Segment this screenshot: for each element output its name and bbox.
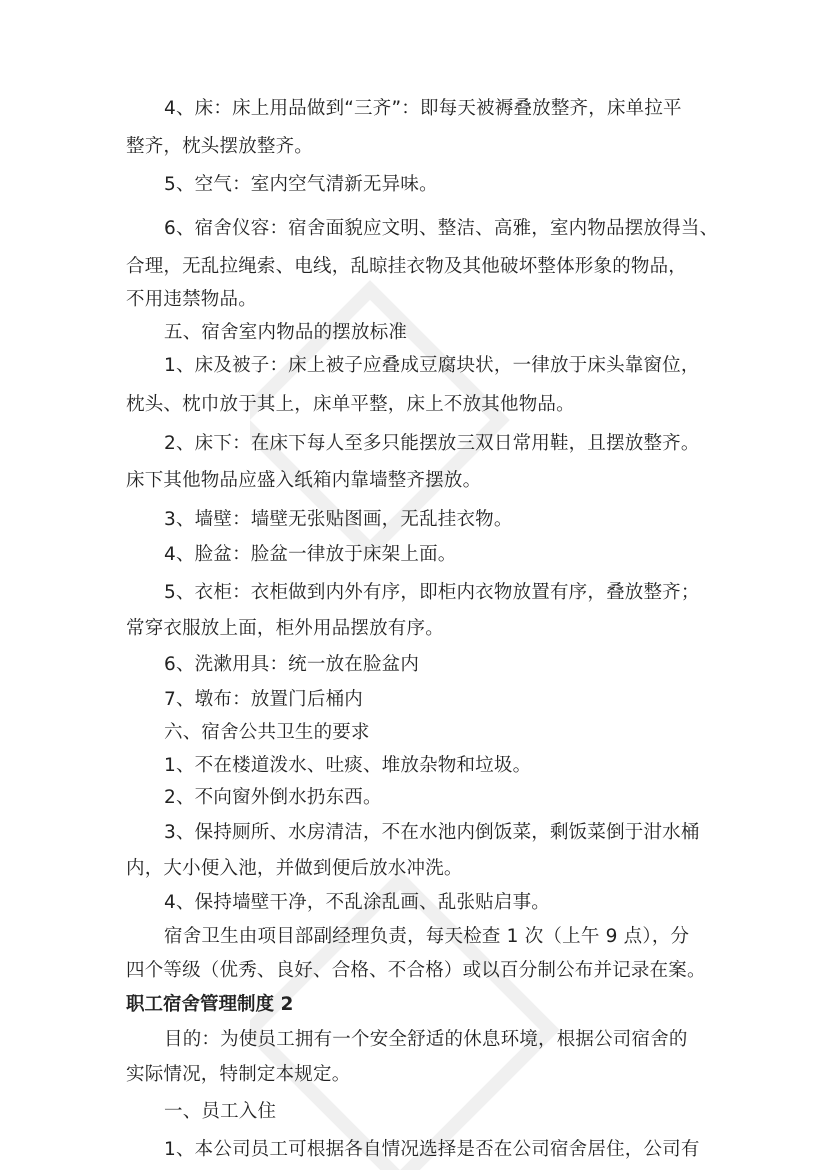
paragraph-line: 1、不在楼道泼水、吐痰、堆放杂物和垃圾。: [164, 755, 532, 776]
paragraph-line: 床下其他物品应盛入纸箱内靠墙整齐摆放。: [126, 470, 482, 491]
paragraph-line: 内，大小便入池，并做到便后放水冲洗。: [126, 858, 463, 879]
paragraph-line: 枕头、枕巾放于其上，床单平整，床上不放其他物品。: [126, 394, 575, 415]
paragraph-line: 3、保持厕所、水房清洁，不在水池内倒饭菜，剩饭菜倒于泔水桶: [164, 822, 700, 843]
paragraph-line: 5、空气：室内空气清新无异味。: [164, 174, 438, 195]
paragraph-line: 1、床及被子：床上被子应叠成豆腐块状，一律放于床头靠窗位，: [164, 355, 700, 376]
paragraph-line: 2、不向窗外倒水扔东西。: [164, 787, 382, 808]
document-section-title: 职工宿舍管理制度 2: [126, 994, 294, 1015]
paragraph-line: 四个等级（优秀、良好、合格、不合格）或以百分制公布并记录在案。: [126, 960, 706, 981]
paragraph-line: 6、洗漱用具：统一放在脸盆内: [164, 654, 420, 675]
paragraph-line: 3、墙壁：墙壁无张贴图画，无乱挂衣物。: [164, 509, 513, 530]
paragraph-line: 一、员工入住: [164, 1101, 277, 1122]
paragraph-line: 4、保持墙壁干净，不乱涂乱画、乱张贴启事。: [164, 892, 550, 913]
paragraph-line: 4、床：床上用品做到“三齐”：即每天被褥叠放整齐，床单拉平: [164, 98, 682, 119]
document-body: [126, 90, 726, 1168]
section-heading: 五、宿舍室内物品的摆放标准: [164, 322, 408, 343]
paragraph-line: 1、本公司员工可根据各自情况选择是否在公司宿舍居住，公司有: [164, 1139, 700, 1160]
paragraph-line: 4、脸盆：脸盆一律放于床架上面。: [164, 544, 457, 565]
paragraph-line: 整齐，枕头摆放整齐。: [126, 136, 314, 157]
paragraph-line: 5、衣柜：衣柜做到内外有序，即柜内衣物放置有序，叠放整齐；: [164, 582, 700, 603]
paragraph-line: 6、宿舍仪容：宿舍面貌应文明、整洁、高雅，室内物品摆放得当、: [164, 218, 719, 239]
paragraph-line: 实际情况，特制定本规定。: [126, 1064, 351, 1085]
paragraph-line: 不用违禁物品。: [126, 289, 257, 310]
paragraph-line: 7、墩布：放置门后桶内: [164, 689, 363, 710]
paragraph-line: 2、床下：在床下每人至多只能摆放三双日常用鞋，且摆放整齐。: [164, 433, 700, 454]
paragraph-line: 合理，无乱拉绳索、电线，乱晾挂衣物及其他破坏整体形象的物品，: [126, 256, 688, 277]
section-heading: 六、宿舍公共卫生的要求: [164, 722, 370, 743]
paragraph-line: 目的：为使员工拥有一个安全舒适的休息环境，根据公司宿舍的: [164, 1029, 688, 1050]
paragraph-line: 常穿衣服放上面，柜外用品摆放有序。: [126, 618, 444, 639]
paragraph-line: 宿舍卫生由项目部副经理负责，每天检查 1 次（上午 9 点），分: [164, 926, 690, 947]
